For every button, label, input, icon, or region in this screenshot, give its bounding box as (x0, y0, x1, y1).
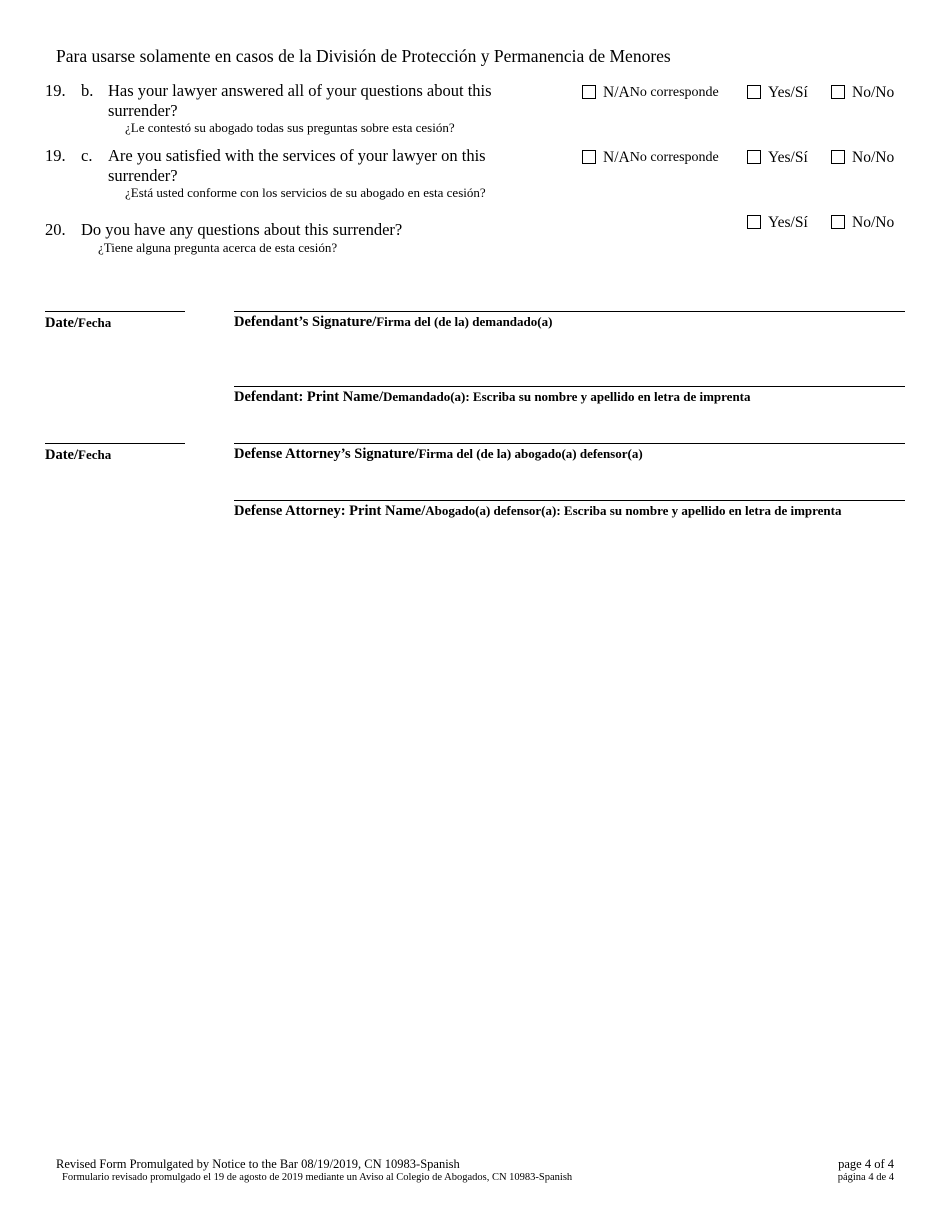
question-text: Has your lawyer answered all of your questions about this surrender? (108, 81, 492, 120)
na-checkbox[interactable] (582, 84, 719, 102)
attorney-signature-line[interactable] (234, 443, 905, 444)
checkbox-icon (582, 85, 596, 99)
question-text: Are you satisfied with the services of your lawyer on this surrender? (108, 146, 486, 185)
checkbox-icon (747, 85, 761, 99)
option-label: Yes/Sí (768, 214, 808, 231)
defendant-signature-line[interactable] (234, 311, 905, 312)
date-line[interactable] (45, 443, 185, 444)
option-label: No/No (852, 149, 895, 166)
defendant-print-name-line[interactable] (234, 386, 905, 387)
footer-revised-es: Formulario revisado promulgado el 19 de agosto de 2019 mediante un Aviso al Colegio de Abogados, CN 10983-Spanish (62, 1172, 573, 1183)
option-label: N/A (603, 149, 630, 166)
checkbox-icon (831, 150, 845, 164)
footer-revised: Revised Form Promulgated by Notice to the Bar 08/19/2019, CN 10983-Spanish (56, 1157, 460, 1171)
option-label-es: No corresponde (629, 150, 719, 165)
no-checkbox[interactable] (831, 84, 894, 102)
no-checkbox[interactable] (831, 149, 894, 167)
option-label: Yes/Sí (768, 149, 808, 166)
attorney-print-name-label: Defense Attorney: Print Name/Abogado(a) defensor(a): Escriba su nombre y apellido en letra de imprenta (234, 503, 842, 519)
date-label: Date/Fecha (45, 315, 112, 331)
checkbox-icon (582, 150, 596, 164)
yes-checkbox[interactable] (747, 149, 808, 167)
page-header: Para usarse solamente en casos de la División de Protección y Permanencia de Menores (56, 46, 671, 66)
question-text: Do you have any questions about this surrender? (81, 220, 403, 239)
attorney-print-name-line[interactable] (234, 500, 905, 501)
question-translation: ¿Está usted conforme con los servicios de su abogado en esta cesión? (125, 185, 486, 200)
yes-checkbox[interactable] (747, 214, 808, 232)
option-label: No/No (852, 84, 895, 101)
option-label-es: No corresponde (629, 85, 719, 100)
question-letter: b. (81, 81, 94, 100)
date-label: Date/Fecha (45, 447, 112, 463)
defendant-signature-label: Defendant’s Signature/Firma del (de la) demandado(a) (234, 314, 553, 330)
yes-checkbox[interactable] (747, 84, 808, 102)
attorney-signature-label: Defense Attorney’s Signature/Firma del (de la) abogado(a) defensor(a) (234, 446, 643, 462)
option-label: N/A (603, 84, 630, 101)
checkbox-icon (747, 150, 761, 164)
question-letter: c. (81, 146, 93, 165)
question-number: 19. (45, 146, 66, 165)
checkbox-icon (831, 85, 845, 99)
option-label: No/No (852, 214, 895, 231)
question-translation: ¿Tiene alguna pregunta acerca de esta cesión? (98, 240, 338, 255)
option-label: Yes/Sí (768, 84, 808, 101)
question-number: 20. (45, 220, 66, 239)
question-translation: ¿Le contestó su abogado todas sus preguntas sobre esta cesión? (125, 120, 455, 135)
no-checkbox[interactable] (831, 214, 894, 232)
question-number: 19. (45, 81, 66, 100)
na-checkbox[interactable] (582, 149, 719, 167)
checkbox-icon (831, 215, 845, 229)
defendant-print-name-label: Defendant: Print Name/Demandado(a): Escriba su nombre y apellido en letra de imprenta (234, 389, 751, 405)
checkbox-icon (747, 215, 761, 229)
page-number-es: página 4 de 4 (837, 1172, 894, 1183)
date-line[interactable] (45, 311, 185, 312)
page-number: page 4 of 4 (838, 1157, 894, 1171)
